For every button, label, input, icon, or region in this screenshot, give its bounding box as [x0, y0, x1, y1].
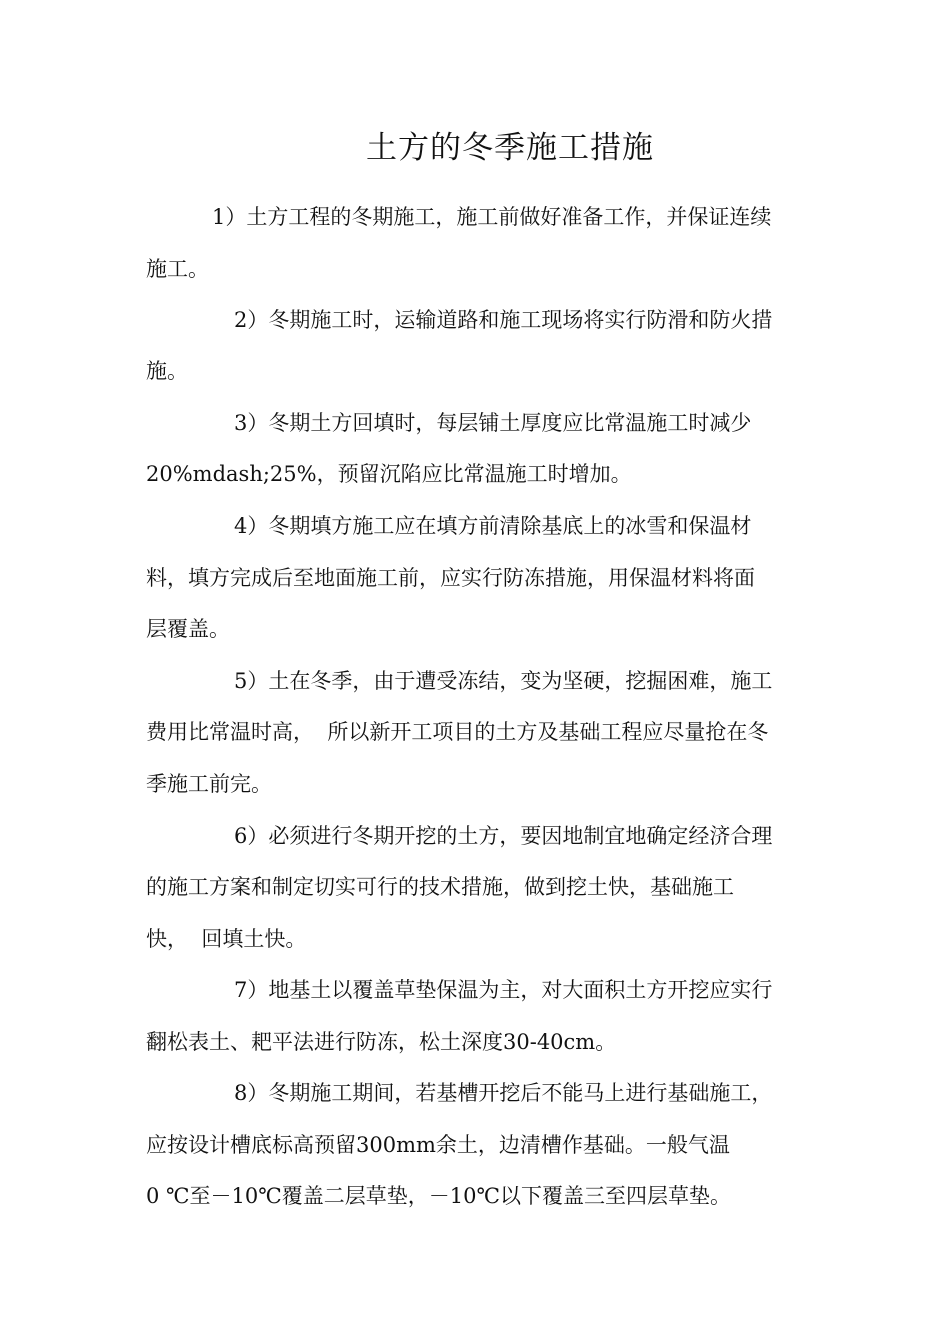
paragraph-line: 20%mdash;25%，预留沉陷应比常温施工时增加。	[146, 462, 632, 486]
paragraph-line: 3）冬期土方回填时，每层铺土厚度应比常温施工时减少	[234, 411, 752, 435]
paragraph-line: 施。	[146, 359, 188, 383]
paragraph-line: 快， 回填土快。	[146, 927, 307, 951]
paragraph-line: 2）冬期施工时，运输道路和施工现场将实行防滑和防火措	[234, 308, 773, 332]
paragraph-line: 8）冬期施工期间，若基槽开挖后不能马上进行基础施工，	[234, 1081, 773, 1105]
paragraph-line: 层覆盖。	[146, 617, 230, 641]
paragraph-line: 施工。	[146, 257, 209, 281]
paragraph-line: 翻松表土、耙平法进行防冻，松土深度30-40cm。	[146, 1030, 617, 1054]
paragraph-line: 0 ℃至－10℃覆盖二层草垫，－10℃以下覆盖三至四层草垫。	[146, 1184, 731, 1208]
paragraph-line: 的施工方案和制定切实可行的技术措施，做到挖土快，基础施工	[146, 875, 734, 899]
paragraph-line: 应按设计槽底标高预留300mm余土，边清槽作基础。一般气温	[146, 1133, 730, 1157]
paragraph-line: 费用比常温时高， 所以新开工项目的土方及基础工程应尽量抢在冬	[146, 720, 769, 744]
paragraph-line: 季施工前完。	[146, 772, 272, 796]
paragraph-line: 7）地基土以覆盖草垫保温为主，对大面积土方开挖应实行	[234, 978, 773, 1002]
paragraph-line: 4）冬期填方施工应在填方前清除基底上的冰雪和保温材	[234, 514, 752, 538]
paragraph-line: 料，填方完成后至地面施工前，应实行防冻措施，用保温材料将面	[146, 566, 755, 590]
paragraph-line: 1）土方工程的冬期施工，施工前做好准备工作，并保证连续	[212, 205, 772, 229]
paragraph-line: 5）土在冬季，由于遭受冻结，变为坚硬，挖掘困难，施工	[234, 669, 773, 693]
document-title: 土方的冬季施工措施	[366, 130, 654, 166]
paragraph-line: 6）必须进行冬期开挖的土方，要因地制宜地确定经济合理	[234, 824, 773, 848]
